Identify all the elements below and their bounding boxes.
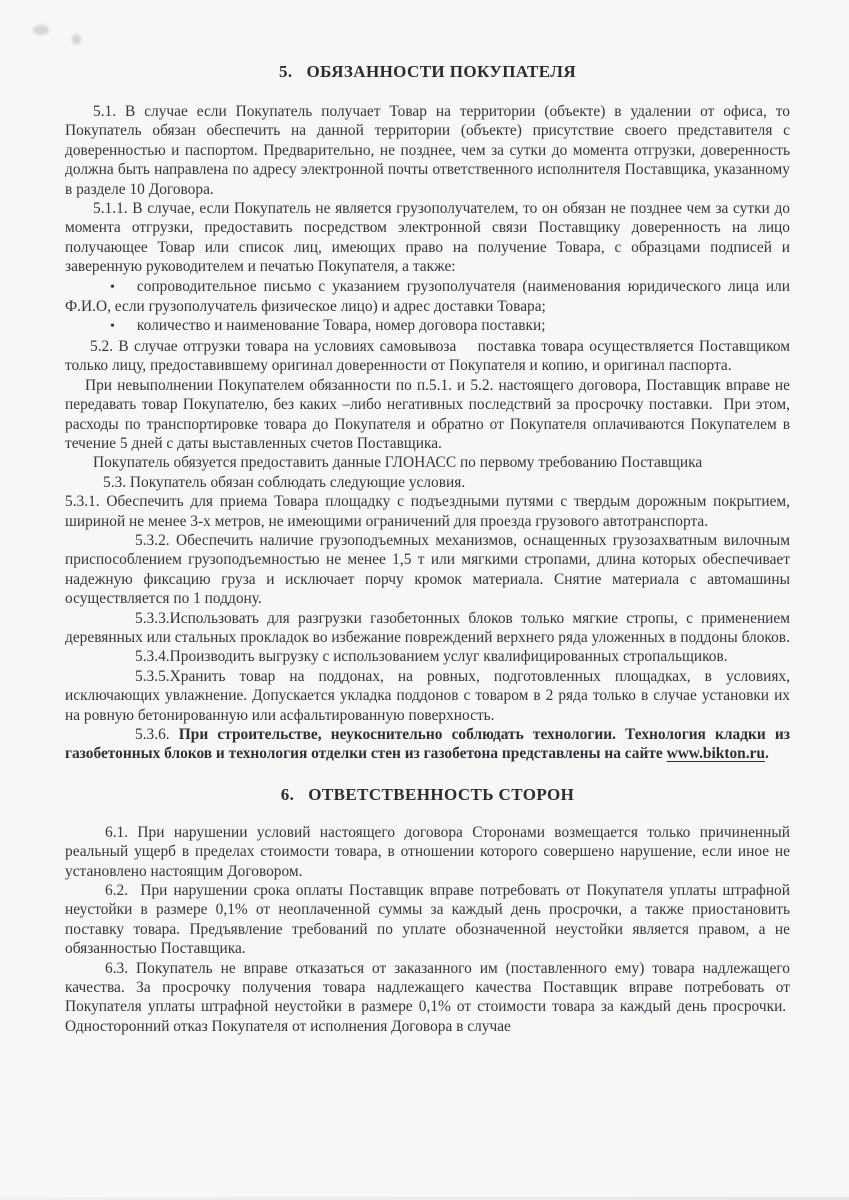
- bullet-item-quantity: [65, 316, 790, 336]
- paragraph-5-2: 5.2. В случае отгрузки товара на условиях самовывоза поставка товара осуществляется Поставщиком только лицу, предоставившему оригинал доверенности от Покупателя и копию, и оригинал паспорта.: [65, 337, 790, 375]
- paragraph-refusal: При невыполнении Покупателем обязанности по п.5.1. и 5.2. настоящего договора, Поставщик вправе не передавать товар Покупателю, без каких –либо негативных последствий за просрочку поставки. При этом, расходы по транспортировке товара до Покупателя и обратно от Покупателя оплачиваются Покупателем в течение 5 дней с даты выставленных счетов Поставщика.: [65, 376, 790, 452]
- bullet-icon: •: [110, 279, 115, 295]
- paragraph-5-3-4: 5.3.4.Производить выгрузку с использованием услуг квалифицированных стропальщиков.: [135, 648, 728, 666]
- paragraph-5-3-6: [65, 725, 790, 764]
- scan-artifact: [72, 34, 81, 45]
- bullet-text: сопроводительное письмо с указанием грузополучателя (наименования юридического лица или Ф.И.О, если грузополучатель физическое лицо) и адрес доставки Товара;: [65, 277, 790, 316]
- paragraph-5-3-6-suffix: .: [764, 745, 769, 763]
- paragraph-5-3-1: 5.3.1. Обеспечить для приема Товара площадку с подъездными путями с твердым дорожным покрытием, шириной не менее 3-х метров, не имеющими ограничений для проезда грузового автотранспорта.: [65, 493, 790, 530]
- paragraph-5-3: 5.3. Покупатель обязан соблюдать следующие условия.: [103, 473, 466, 491]
- paragraph-5-3-6-bold-text: При строительстве, неукоснительно соблюдать технологии. Технология кладки из газобетонных блоков и технология отделки стен из газобетона представлены на сайте: [65, 726, 790, 763]
- bikton-url: www.bikton.ru: [666, 745, 765, 763]
- section-5-heading: [65, 62, 790, 82]
- bullet-text: количество и наименование Товара, номер договора поставки;: [136, 317, 546, 335]
- section-5-number: 5.: [278, 62, 293, 81]
- section-6-number: 6.: [280, 784, 295, 804]
- paragraph-5-1: 5.1. В случае если Покупатель получает Товар на территории (объекте) в удалении от офиса, то Покупатель обязан обеспечить на данной территории (объекте) присутствие своего представителя с доверенностью и паспортом. Предварительно, не позднее, чем за сутки до момента отгрузки, доверенность должна быть направлена по адресу электронной почты ответственного исполнителя Поставщика, указанному в разделе 10 Договора.: [65, 103, 790, 198]
- bullet-icon: •: [110, 319, 115, 335]
- section-6-heading: [65, 785, 790, 805]
- paragraph-5-3-6-number: 5.3.6.: [135, 726, 179, 743]
- paragraph-6-1: 6.1. При нарушении условий настоящего договора Сторонами возмещается только причиненный реальный ущерб в пределах стоимости товара, в отношении которого совершено нарушение, если иное не установлено настоящим Договором.: [65, 823, 790, 880]
- paragraph-6-2: 6.2. При нарушении срока оплаты Поставщик вправе потребовать от Покупателя уплаты штрафной неустойки в размере 0,1% от неоплаченной суммы за каждый день просрочки, а также приостановить поставку товара. Предъявление требований по уплате обозначенной неустойки является правом, а не обязанностью Поставщика.: [65, 882, 790, 958]
- paragraph-glonass: Покупатель обязуется предоставить данные ГЛОНАСС по первому требованию Поставщика: [93, 454, 703, 472]
- paragraph-6-3: 6.3. Покупатель не вправе отказаться от заказанного им (поставленного ему) товара надлежащего качества. За просрочку получения товара надлежащего качества Поставщик вправе потребовать от Покупателя уплаты штрафной неустойки в размере 0,1% от стоимости товара за каждый день просрочки. Односторонний отказ Покупателя от исполнения Договора в случае: [65, 959, 790, 1035]
- paragraph-5-3-2: 5.3.2. Обеспечить наличие грузоподъемных механизмов, оснащенных грузозахватным вилочным приспособлением грузоподъемностью не менее 1,5 т или мягкими стропами, длина которых обеспечивает надежную фиксацию груза и исключает порчу кромок материала. Снятие материала с автомашины осуществляется по 1 поддону.: [65, 531, 790, 608]
- paragraph-5-3-3: 5.3.3.Использовать для разгрузки газобетонных блоков только мягкие стропы, с применением деревянных или стальных прокладок во избежание повреждений верхнего ряда уложенных в поддоны блоков.: [65, 609, 790, 646]
- scan-artifact: [33, 25, 49, 35]
- bullet-item-cover-letter: [65, 277, 790, 317]
- paragraph-5-1-1: 5.1.1. В случае, если Покупатель не является грузополучателем, то он обязан не позднее чем за сутки до момента отгрузки, предоставить посредством электронной связи Поставщику доверенность на лицо получающее Товар или список лиц, имеющих право на получение Товара, с образцами подписей и заверенную руководителем и печатью Покупателя, а также:: [65, 200, 790, 276]
- section-5-title: ОБЯЗАННОСТИ ПОКУПАТЕЛЯ: [306, 62, 577, 81]
- paragraph-5-3-5: 5.3.5.Хранить товар на поддонах, на ровных, подготовленных площадках, в условиях, исключающих увлажнение. Допускается укладка поддонов с товаром в 2 ряда только в случае установки их на ровную бетонированную или асфальтированную поверхность.: [65, 667, 790, 724]
- section-6-title: ОТВЕТСТВЕННОСТЬ СТОРОН: [308, 784, 575, 804]
